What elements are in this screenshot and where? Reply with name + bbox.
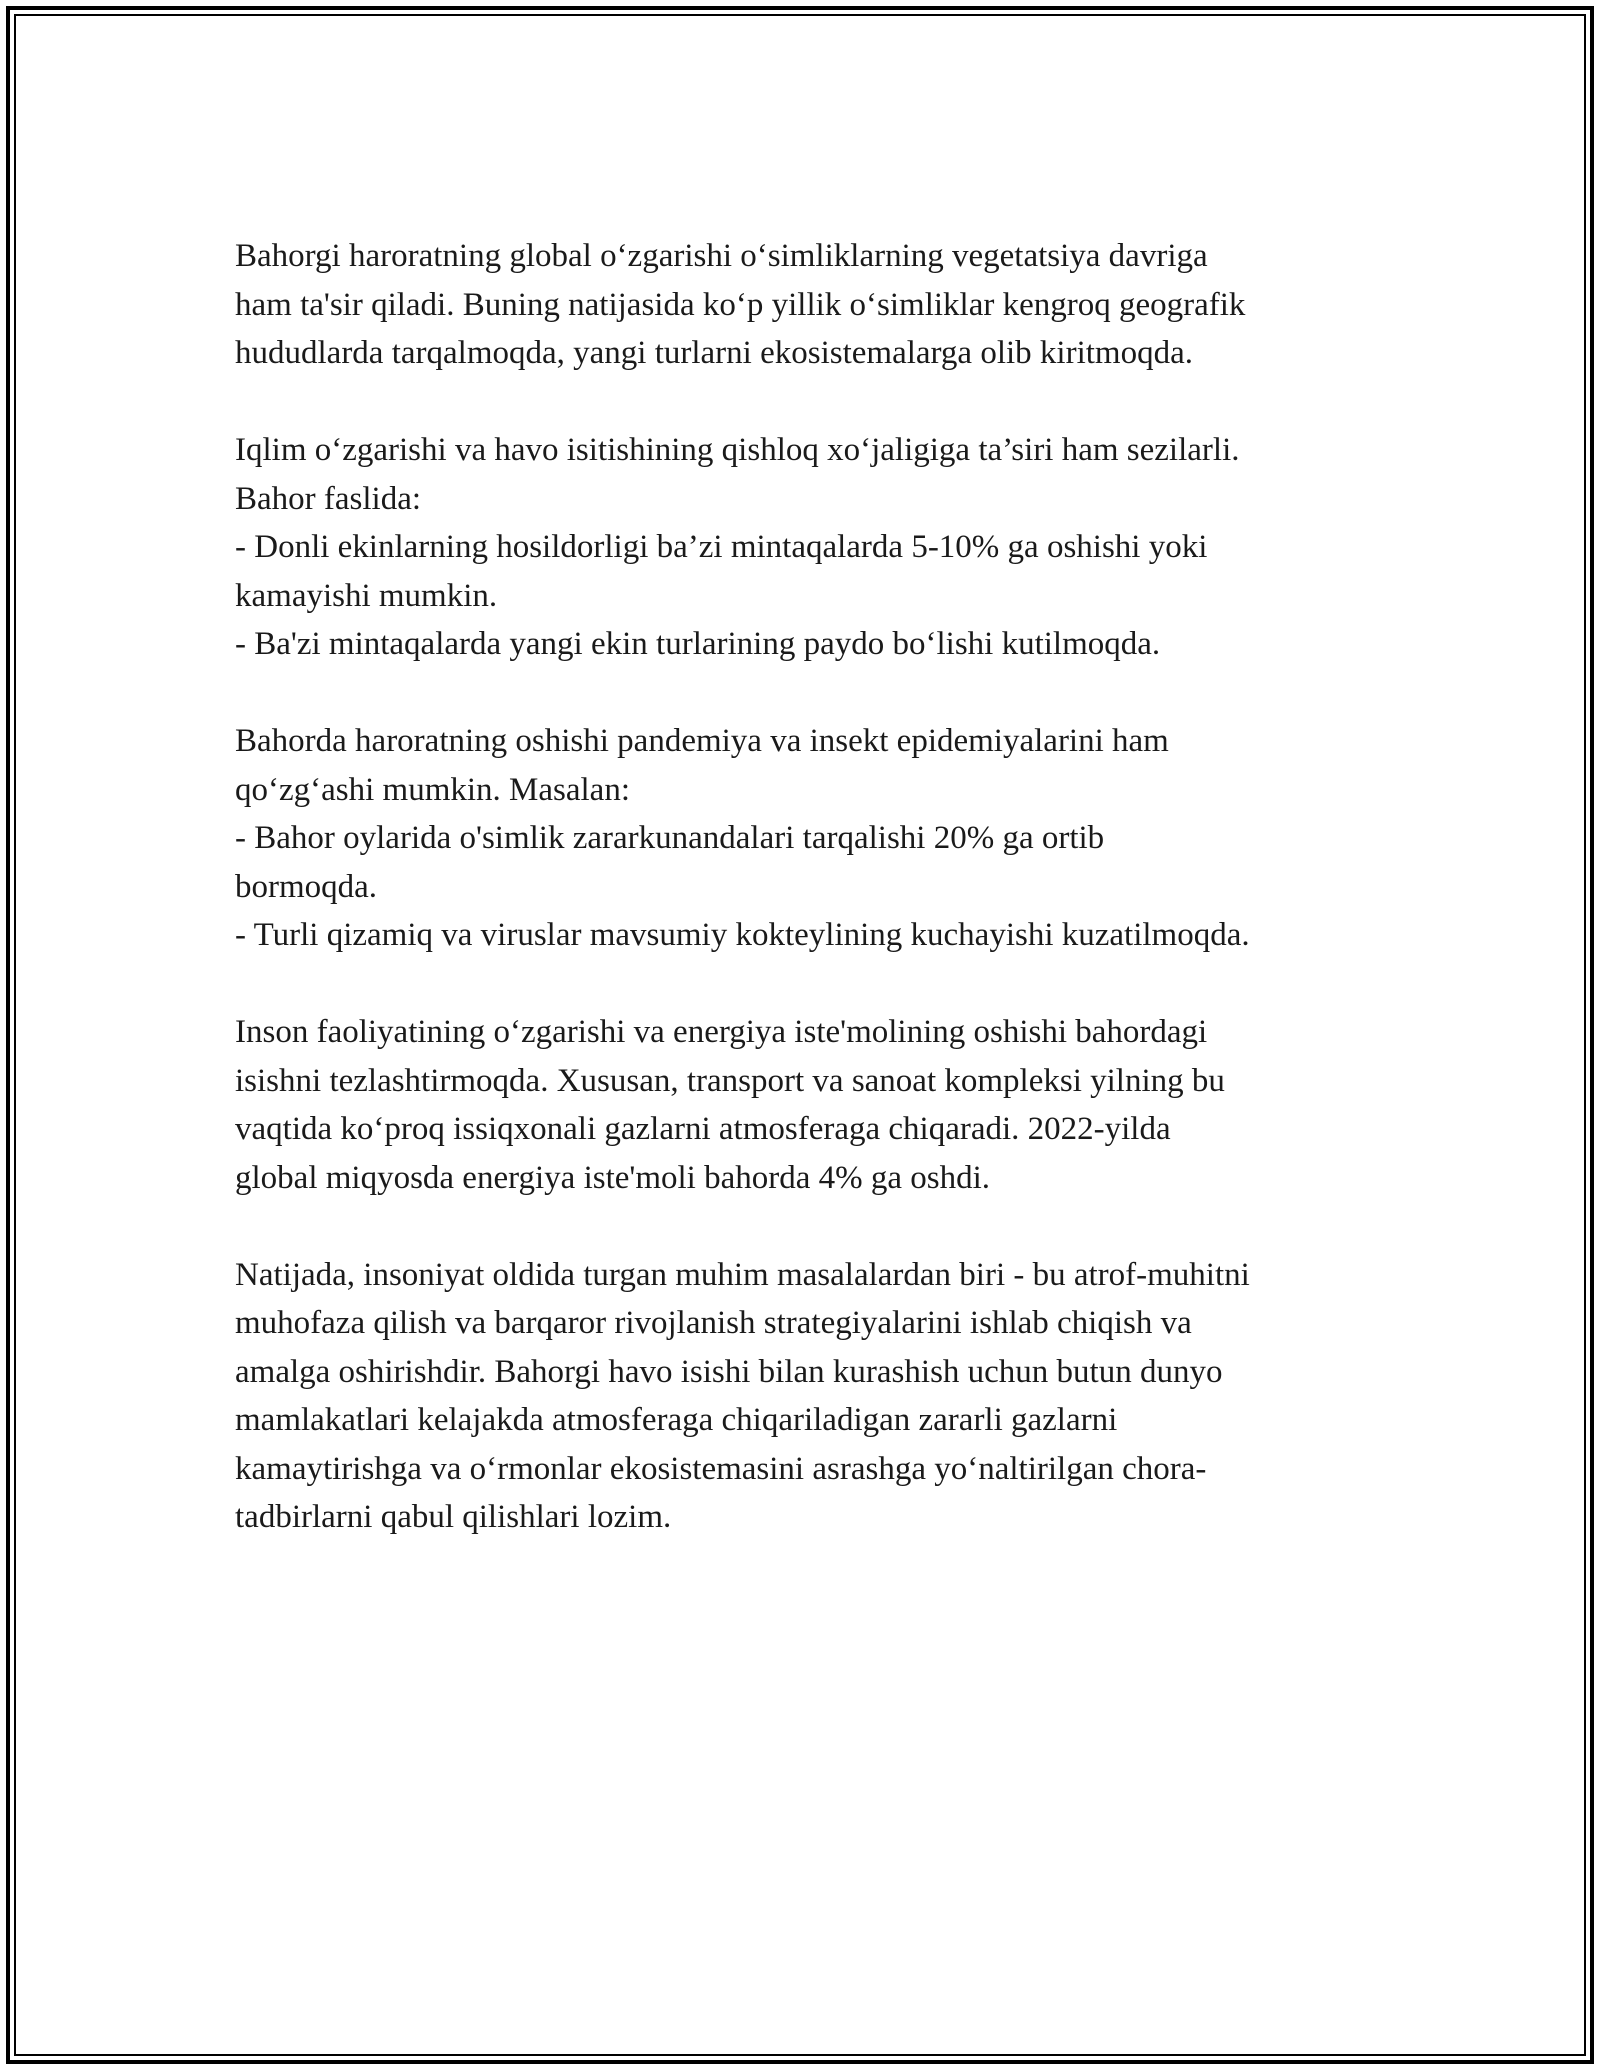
list-item-continuation: bormoqda. [235, 868, 378, 905]
text-line: muhofaza qilish va barqaror rivojlanish strategiyalarini ishlab chiqish va [235, 1305, 1192, 1341]
paragraph-agriculture [235, 426, 1375, 669]
text-line: Inson faoliyatining o‘zgarishi va energiya iste'molining oshishi bahordagi [235, 1014, 1208, 1050]
list-item: - Donli ekinlarning hosildorligi ba’zi mintaqalarda 5-10% ga oshishi yoki [235, 529, 1208, 565]
text-line: ham ta'sir qiladi. Buning natijasida ko‘p yillik o‘simliklar kengroq geografik [235, 286, 1246, 323]
text-line: hududlarda tarqalmoqda, yangi turlarni ekosistemalarga olib kiritmoqda. [235, 335, 1193, 371]
list-item: - Turli qizamiq va viruslar mavsumiy kokteylining kuchayishi kuzatilmoqda. [235, 917, 1250, 953]
document-body [235, 232, 1375, 1542]
text-line: mamlakatlari kelajakda atmosferaga chiqariladigan zararli gazlarni [235, 1402, 1118, 1438]
text-line: vaqtida ko‘proq issiqxonali gazlarni atmosferaga chiqaradi. 2022-yilda [235, 1111, 1171, 1147]
list-item: - Ba'zi mintaqalarda yangi ekin turlarining paydo bo‘lishi kutilmoqda. [235, 626, 1161, 662]
text-line: global miqyosda energiya iste'moli bahorda 4% ga oshdi. [235, 1159, 991, 1196]
paragraph-conclusion [235, 1251, 1375, 1542]
text-line: isishni tezlashtirmoqda. Xususan, transport va sanoat kompleksi yilning bu [235, 1062, 1225, 1099]
list-item-continuation: kamayishi mumkin. [235, 577, 498, 614]
paragraph-vegetation [235, 232, 1375, 378]
text-line: kamaytirishga va o‘rmonlar ekosistemasini asrashga yo‘naltirilgan chora- [235, 1450, 1207, 1487]
text-line: Natijada, insoniyat oldida turgan muhim masalalardan biri - bu atrof-muhitni [235, 1256, 1250, 1293]
text-line: tadbirlarni qabul qilishlari lozim. [235, 1499, 672, 1535]
paragraph-epidemics [235, 717, 1375, 960]
text-line: Bahorgi haroratning global o‘zgarishi o‘simliklarning vegetatsiya davriga [235, 238, 1208, 274]
text-line: Bahor faslida: [235, 480, 422, 517]
text-line: Iqlim o‘zgarishi va havo isitishining qishloq xo‘jaligiga ta’siri ham sezilarli. [235, 432, 1240, 468]
list-item: - Bahor oylarida o'simlik zararkunandalari tarqalishi 20% ga ortib [235, 820, 1105, 856]
text-line: Bahorda haroratning oshishi pandemiya va insekt epidemiyalarini ham [235, 723, 1169, 759]
text-line: amalga oshirishdir. Bahorgi havo isishi bilan kurashish uchun butun dunyo [235, 1353, 1223, 1390]
text-line: qo‘zg‘ashi mumkin. Masalan: [235, 771, 631, 808]
paragraph-energy [235, 1008, 1375, 1202]
